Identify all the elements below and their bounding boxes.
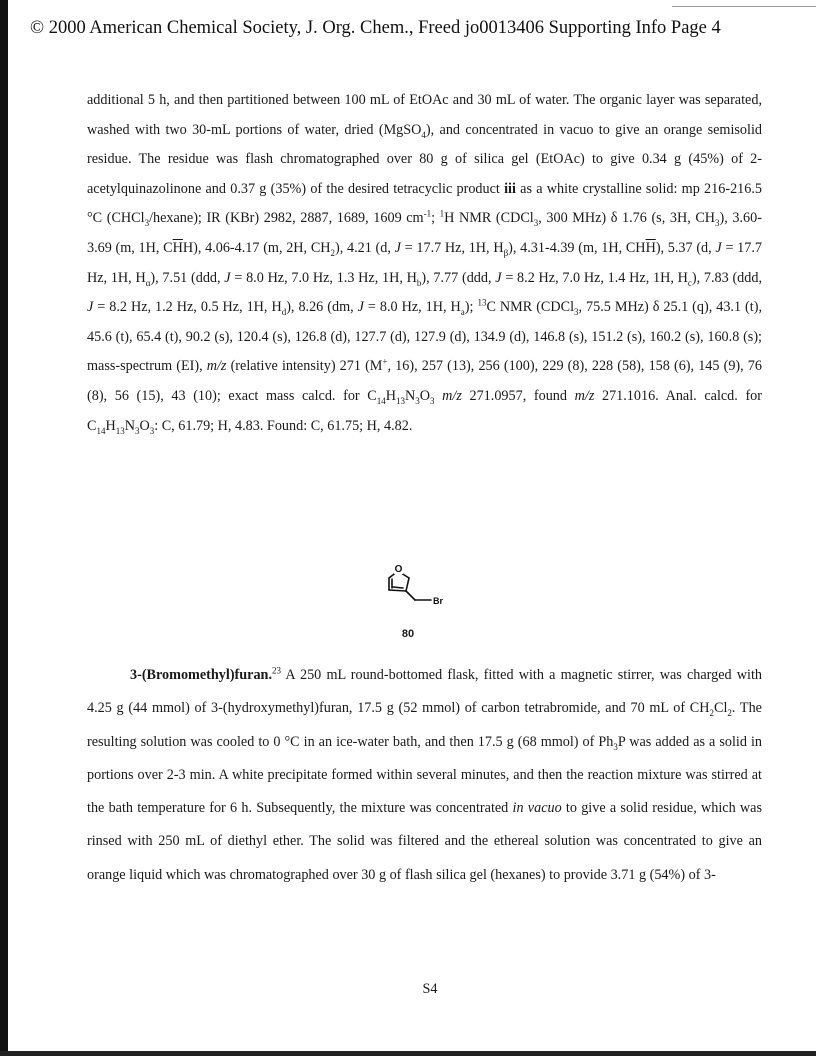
text-run: ), 3.60-3.69 (m, 1H, C [87, 210, 762, 256]
text-run: = 17.7 Hz, 1H, H [400, 239, 504, 256]
subscript: 14 [96, 425, 106, 436]
text-run: P was added as a solid in portions over 2-3 min. A white precipitate formed within several minutes, and then the reaction mixture was stirred at the bath temperature for 6 h. Subsequently, the mixture was concentrated [87, 733, 763, 817]
mz-symbol: m/z [442, 387, 462, 404]
subscript: 13 [115, 425, 125, 436]
text-run: = 17.7 Hz, 1H, H [87, 239, 762, 286]
double-bond-inner [393, 587, 403, 588]
ring-bond [389, 590, 406, 591]
subscript: c [687, 277, 692, 288]
text-run [435, 388, 443, 404]
text-run: additional 5 h, and then partitioned between 100 mL of EtOAc and 30 mL of water. The organic layer was separated, washed with two 30-mL portions of water, dried (MgSO [87, 92, 762, 138]
text-run: to give a solid residue, which was rinsed with 250 mL of diethyl ether. The solid was filtered and the ethereal solution was concentrated to give an orange liquid which was chromatographed over 30 g of flash silica gel (hexanes) to provide 3.71 g (54%) of 3- [87, 800, 762, 883]
text-run: = 8.0 Hz, 1H, H [363, 299, 461, 316]
experimental-paragraph-1 [87, 86, 762, 441]
subscript: 3 [533, 218, 539, 229]
subscript: 3 [415, 395, 420, 406]
subscript: β [503, 247, 509, 258]
scan-left-edge [0, 0, 8, 1056]
subscript: α [145, 277, 151, 288]
experimental-paragraph-2 [87, 659, 762, 892]
text-run: ), and concentrated in vacuo to give an orange semisolid residue. The residue was flash chromatographed over 80 g of silica gel (EtOAc) to give 0.34 g (45%) of 2-acetylquinazolinone and 0.37 g (35%) of the desired tetracyclic product [87, 121, 762, 197]
bromomethylfuran-structure [381, 560, 481, 610]
ring-bond [406, 578, 409, 591]
subscript: 2 [727, 708, 732, 719]
text-run: 271.1016. Anal. calcd. for C [87, 387, 762, 434]
subscript: 3 [574, 306, 579, 317]
text-run: ; [431, 210, 440, 227]
mz-symbol: m/z [574, 387, 595, 404]
italic-phrase: in vacuo [512, 800, 562, 817]
text-run: H [105, 417, 116, 434]
superscript: 1 [439, 208, 445, 219]
text-run: Cl [714, 700, 728, 717]
superscript: + [382, 356, 388, 367]
subscript: a [460, 306, 465, 317]
text-run: = 8.0 Hz, 7.0 Hz, 1.3 Hz, 1H, H [230, 269, 417, 286]
text-run: A 250 mL round-bottomed flask, fitted with a magnetic stirrer, was charged with 4.25 g (44 mmol) of 3-(hydroxymethyl)furan, 17.5 g (52 mmol) of carbon tetrabromide, and 70 mL of CH [87, 667, 762, 717]
compound-title: 3-(Bromomethyl)furan. [130, 667, 272, 683]
overlined-h: $\overline{H}$ [172, 239, 183, 256]
text-run: ); [464, 299, 478, 316]
subscript: 3 [613, 741, 618, 752]
text-run: , 16), 257 (13), 256 (100), 229 (8), 228 (58), 158 (6), 145 (9), 76 (8), 56 (15), 43 (10); exact mass calcd. for C [87, 358, 762, 404]
text-run: H NMR (CDCl [444, 210, 534, 227]
text-run: H), 4.06-4.17 (m, 2H, CH [182, 239, 331, 256]
text-run: ), 7.51 (ddd, [150, 269, 225, 286]
scan-top-rule [672, 6, 816, 7]
superscript: -1 [423, 208, 432, 219]
text-run: 271.0957, found [461, 387, 575, 404]
compound-number: 80 [401, 628, 415, 640]
text-run: H [385, 387, 396, 404]
oxygen-atom-label: O [394, 564, 403, 575]
coupling-constant-symbol: J [87, 299, 94, 316]
scan-bottom-edge [0, 1051, 816, 1056]
text-run: N [124, 417, 135, 434]
copyright-symbol: © [30, 18, 45, 38]
subscript: 3 [134, 425, 140, 436]
subscript: 2 [330, 247, 336, 258]
subscript: 3 [144, 218, 150, 229]
text-run: C NMR (CDCl [486, 299, 575, 316]
text-run: , 300 MHz) δ 1.76 (s, 3H, CH [538, 210, 716, 227]
text-run: ), 4.31-4.39 (m, 1H, CH [508, 239, 646, 256]
subscript: 3 [149, 425, 155, 436]
ch2-bond [406, 591, 415, 600]
coupling-constant-symbol: J [357, 299, 364, 316]
text-run: , 75.5 MHz) δ 25.1 (q), 43.1 (t), 45.6 (t), 65.4 (t), 90.2 (s), 120.4 (s), 126.8 (d), 127.7 (d), 127.9 (d), 134.9 (d), 146.8 (s), 151.2 (s), 160.2 (s), 160.8 (s); mass-spectrum (EI), [87, 299, 762, 375]
coupling-constant-symbol: J [394, 239, 401, 256]
overlined-h: $\overline{H}$ [645, 239, 656, 256]
text-run: . The resulting solution was cooled to 0 °C in an ice-water bath, and then 17.5 g (68 mmol) of Ph [87, 700, 762, 750]
subscript: 4 [421, 129, 426, 140]
subscript: 3 [715, 218, 720, 229]
subscript: 2 [709, 708, 715, 719]
subscript: 13 [396, 395, 405, 406]
coupling-constant-symbol: J [715, 239, 722, 256]
product-id: iii [504, 180, 516, 197]
coupling-constant-symbol: J [224, 269, 231, 286]
subscript: 3 [430, 395, 435, 406]
text-run: ), 7.77 (ddd, [421, 269, 496, 286]
text-run: O [419, 387, 430, 404]
mz-symbol: m/z [206, 358, 227, 375]
reference-superscript: 23 [272, 665, 281, 676]
text-run: /hexane); IR (KBr) 2982, 2887, 1689, 1609 cm [149, 210, 424, 227]
page-number: S4 [422, 981, 438, 997]
superscript: 13 [477, 297, 487, 308]
text-run: (relative intensity) 271 (M [226, 358, 383, 375]
subscript: b [416, 277, 422, 288]
text-run: ), 7.83 (ddd, [691, 269, 762, 286]
text-run: ), 4.21 (d, [335, 239, 395, 256]
bromine-atom-label: Br [433, 596, 444, 606]
subscript: d [281, 306, 287, 317]
text-run: = 8.2 Hz, 7.0 Hz, 1.4 Hz, 1H, H [501, 269, 688, 286]
text-run: ), 5.37 (d, [655, 239, 716, 256]
text-run: ), 8.26 (dm, [286, 299, 358, 316]
text-run: = 8.2 Hz, 1.2 Hz, 0.5 Hz, 1H, H [93, 299, 282, 316]
text-run: N [405, 387, 416, 404]
text-run: : C, 61.79; H, 4.83. Found: C, 61.75; H, 4.82. [154, 417, 413, 434]
coupling-constant-symbol: J [495, 269, 502, 286]
header-title: 2000 American Chemical Society, J. Org. Chem., Freed jo0013406 Supporting Info Page 4 [48, 18, 721, 38]
text-run: as a white crystalline solid: mp 216-216.5 °C (CHCl [87, 180, 762, 227]
subscript: 14 [376, 395, 386, 406]
page-header [30, 18, 810, 39]
text-run: O [139, 417, 150, 434]
